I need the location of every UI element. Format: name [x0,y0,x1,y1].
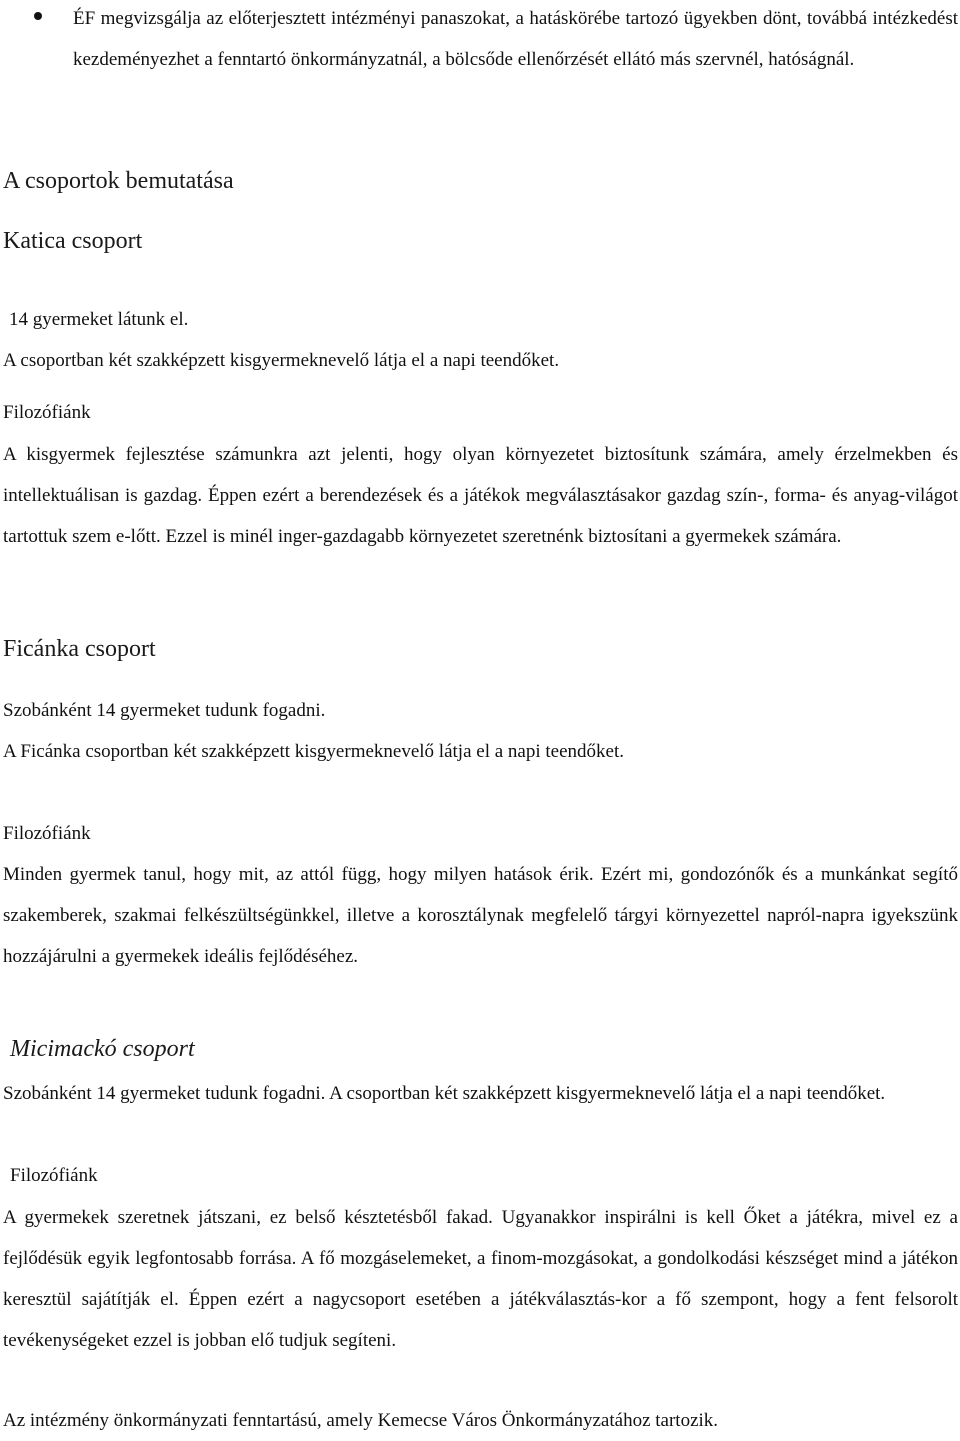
micimacko-group-title: Micimackó csoport [10,1036,195,1062]
katica-philosophy-text: A kisgyermek fejlesztése számunkra azt jelenti, hogy olyan környezetet biztosítunk számára, amely érzelmekben és intellektuálisan is gazdag. Éppen ezért a berendezések és a játékok megválasztásakor gazdag szín-, forma- és anyag-világot tartottuk szem e-lőtt. Ezzel is minél inger-gazdagabb környezetet szeretnénk biztosítani a gyermekek számára. [3,444,958,547]
section-title: A csoportok bemutatása [3,168,234,194]
bullet-text: ÉF megvizsgálja az előterjesztett intézményi panaszokat, a hatáskörébe tartozó ügyekben dönt, továbbá intézkedést kezdeményezhet a fenntartó önkormányzatnál, a bölcsőde ellenőrzését ellátó más szervnél, hatóságnál. [73,8,958,70]
ficanka-capacity: Szobánként 14 gyermeket tudunk fogadni. [3,700,326,721]
ownership-statement: Az intézmény önkormányzati fenntartású, amely Kemecse Város Önkormányzatához tartozik. [3,1410,719,1431]
ficanka-philosophy-text: Minden gyermek tanul, hogy mit, az attól függ, hogy milyen hatások érik. Ezért mi, gondozónők és a munkánkat segítő szakemberek, szakmai felkészültségünkkel, illetve a korosztálynak megfelelő tárgyi környezettel napról-napra igyekszünk hozzájárulni a gyermekek ideális fejlődéséhez. [3,864,958,967]
micimacko-intro: Szobánként 14 gyermeket tudunk fogadni. A csoportban két szakképzett kisgyermeknevelő látja el a napi teendőket. [3,1083,886,1104]
bullet-icon [34,12,42,20]
ficanka-philosophy-label: Filozófiánk [3,823,91,844]
katica-capacity: 14 gyermeket látunk el. [9,309,189,330]
katica-philosophy-label: Filozófiánk [3,402,91,423]
ficanka-group-title: Ficánka csoport [3,636,156,662]
micimacko-philosophy-label: Filozófiánk [10,1165,98,1186]
katica-group-title: Katica csoport [3,228,143,254]
katica-staff: A csoportban két szakképzett kisgyermeknevelő látja el a napi teendőket. [3,350,560,371]
ficanka-staff: A Ficánka csoportban két szakképzett kisgyermeknevelő látja el a napi teendőket. [3,741,624,762]
micimacko-philosophy-text: A gyermekek szeretnek játszani, ez belső késztetésből fakad. Ugyanakkor inspirálni is kell Őket a játékra, mivel ez a fejlődésük egyik legfontosabb forrása. A fő mozgáselemeket, a finom-mozgásokat, a gondolkodási készséget mind a játékon keresztül sajátítják el. Éppen ezért a nagycsoport esetében a játékválasztás-kor a fő szempont, hogy a fent felsorolt tevékenységeket ezzel is jobban elő tudjuk segíteni. [3,1207,958,1351]
